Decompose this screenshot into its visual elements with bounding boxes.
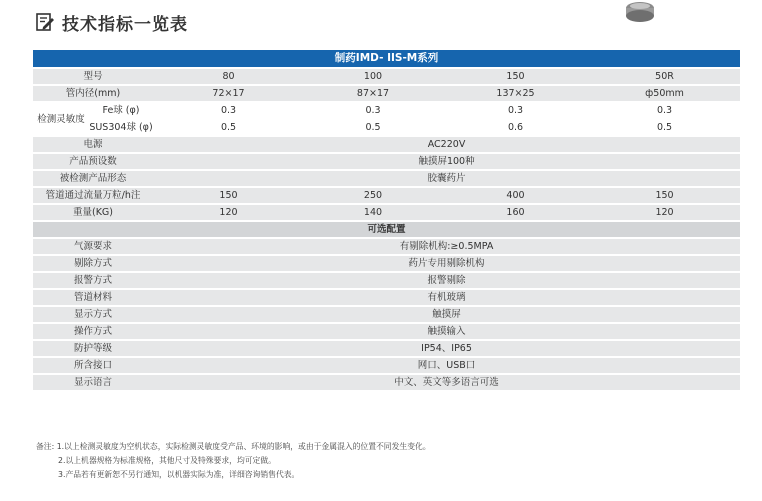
row-label: 报警方式 [33,273,153,288]
footnote: 2.以上机器规格为标准规格，其他尺寸及特殊要求，均可定做。 [58,456,276,465]
cell: 网口、USB口 [153,358,740,373]
row-label: 显示方式 [33,307,153,322]
cell: 胶囊药片 [153,171,740,186]
cell: 87×17 [304,86,442,101]
document-edit-icon [36,12,56,32]
row-label: 显示语言 [33,375,153,390]
cell: 120 [153,205,304,220]
cell: 中文、英文等多语言可选 [153,375,740,390]
table-row [33,205,740,220]
row-label: 型号 [33,69,153,84]
table-row [33,86,740,101]
cell: 72×17 [153,86,304,101]
table-title: 制药IMD- IIS-M系列 [33,50,740,67]
cell: 0.3 [153,103,304,118]
cell: 药片专用剔除机构 [153,256,740,271]
table-row [33,120,740,135]
table-row [33,273,740,288]
table-row [33,171,740,186]
cell: 80 [153,69,304,84]
table-row [33,103,740,118]
cell: 140 [304,205,442,220]
row-label: 防护等级 [33,341,153,356]
row-label: 管道通过流量万粒/h注 [33,188,153,203]
cell: IP54、IP65 [153,341,740,356]
cell: 有剔除机构:≥0.5MPA [153,239,740,254]
cell: 0.5 [153,120,304,135]
cell: 50R [589,69,740,84]
row-label: 管道材料 [33,290,153,305]
table-row [33,307,740,322]
table-row [33,239,740,254]
options-section-row [33,222,740,237]
row-group-label: 检测灵敏度 [33,103,89,135]
cell: 报警剔除 [153,273,740,288]
cell: 0.6 [442,120,589,135]
table-row [33,69,740,84]
row-label: 操作方式 [33,324,153,339]
cell: 400 [442,188,589,203]
table-row [33,290,740,305]
table-row [33,324,740,339]
options-title: 可选配置 [33,222,740,237]
cell: 137×25 [442,86,589,101]
page-title: 技术指标一览表 [62,14,188,35]
table-row [33,154,740,169]
table-row [33,137,740,152]
row-label: Fe球 (φ) [89,103,153,118]
row-label: 气源要求 [33,239,153,254]
cell: 0.3 [589,103,740,118]
cell: 150 [589,188,740,203]
row-label: 管内径(mm) [33,86,153,101]
table-row [33,188,740,203]
product-photo-fragment [618,0,662,28]
table-row [33,375,740,390]
table-title-row [33,50,740,67]
cell: 120 [589,205,740,220]
cell: 0.3 [442,103,589,118]
table-row [33,341,740,356]
spec-table [33,48,740,392]
row-label: 剔除方式 [33,256,153,271]
cell: 100 [304,69,442,84]
cell: 150 [153,188,304,203]
footnotes [36,440,431,482]
cell: 触摸输入 [153,324,740,339]
table-row [33,256,740,271]
cell: 250 [304,188,442,203]
row-label: SUS304球 (φ) [89,122,153,133]
cell: 触摸屏100种 [153,154,740,169]
cell: 有机玻璃 [153,290,740,305]
page-header [36,8,188,36]
cell: AC220V [153,137,740,152]
cell: ф50mm [589,86,740,101]
cell: 触摸屏 [153,307,740,322]
footnote: 备注: 1.以上检测灵敏度为空机状态，实际检测灵敏度受产品、环境的影响，或由于金属混入的位置不同发生变化。 [36,442,431,451]
cell: 0.3 [304,103,442,118]
footnote: 3.产品若有更新恕不另行通知，以机器实际为准，详细咨询销售代表。 [58,470,300,479]
cell: 160 [442,205,589,220]
cell: 150 [442,69,589,84]
row-label: 被检测产品形态 [33,171,153,186]
row-label: 产品预设数 [33,154,153,169]
table-row [33,358,740,373]
row-label: 电源 [33,137,153,152]
cell: 0.5 [589,120,740,135]
cell: 0.5 [304,120,442,135]
row-label: 重量(KG) [33,205,153,220]
row-label: 所含接口 [33,358,153,373]
